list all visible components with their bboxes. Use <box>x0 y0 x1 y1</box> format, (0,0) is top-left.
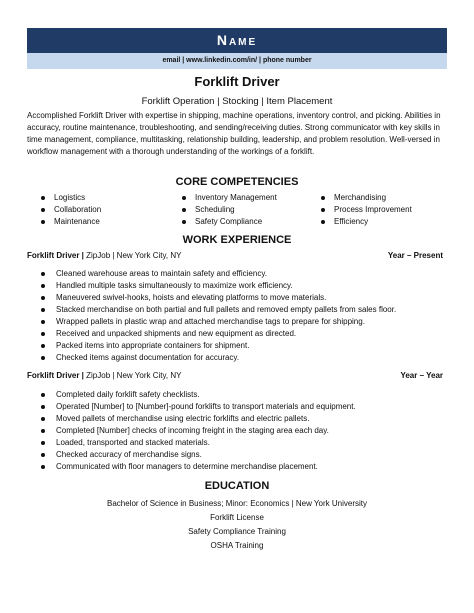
education-certification: Forklift License <box>210 513 264 522</box>
competencies-column-3 <box>320 192 412 228</box>
candidate-name: Name <box>216 32 258 48</box>
job-title-line <box>27 250 181 262</box>
education-certification: Safety Compliance Training <box>188 527 286 536</box>
education-list <box>27 497 447 553</box>
competency-item: Efficiency <box>320 216 412 228</box>
list-item: Moved pallets of merchandise using electric forklifts and electric pallets. <box>40 413 440 425</box>
list-item: Loaded, transported and stacked materials. <box>40 437 440 449</box>
list-item: Packed items into appropriate containers for shipment. <box>40 340 440 352</box>
competency-item: Safety Compliance <box>181 216 277 228</box>
list-item: Checked items against documentation for accuracy. <box>40 352 440 364</box>
list-item: Handled multiple tasks simultaneously to maximize work efficiency. <box>40 280 440 292</box>
education-degree: Bachelor of Science in Business; Minor: Economics | New York University <box>107 499 367 508</box>
education-certification: OSHA Training <box>210 541 264 550</box>
job-bullets <box>40 268 440 364</box>
job-title: Forklift Driver | <box>27 251 84 260</box>
professional-summary: Accomplished Forklift Driver with expertise in shipping, machine operations, inventory control, and picking. Abilities in accuracy, routine maintenance, troubleshooting, and sending/receiving duties. Strong communicator with key skills in time management, compliance, multitasking, relationship building, leadership, and problem resolution. Well-versed in workflow management with a thorough understanding of the workings of a forklift. <box>27 111 441 156</box>
competencies-heading: CORE COMPETENCIES <box>175 176 299 188</box>
list-item: Checked accuracy of merchandise signs. <box>40 449 440 461</box>
job-header <box>27 250 447 262</box>
list-item: Communicated with floor managers to determine merchandise placement. <box>40 461 440 473</box>
experience-heading: WORK EXPERIENCE <box>182 234 292 246</box>
job-bullets <box>40 389 440 473</box>
list-item: Completed daily forklift safety checklists. <box>40 389 440 401</box>
competencies-column-2 <box>181 192 277 228</box>
competency-item: Collaboration <box>40 204 101 216</box>
competency-item: Scheduling <box>181 204 277 216</box>
resume-subtitle: Forklift Operation | Stocking | Item Placement <box>141 96 333 107</box>
list-item: Maneuvered swivel-hooks, hoists and elevating platforms to move materials. <box>40 292 440 304</box>
job-header <box>27 370 447 382</box>
list-item: Cleaned warehouse areas to maintain safety and efficiency. <box>40 268 440 280</box>
competency-item: Process Improvement <box>320 204 412 216</box>
list-item: Stacked merchandise on both partial and full pallets and removed empty pallets from sales floor. <box>40 304 440 316</box>
job-title: Forklift Driver | <box>27 371 84 380</box>
resume-title: Forklift Driver <box>194 74 280 89</box>
job-dates: Year – Present <box>387 251 443 260</box>
list-item: Operated [Number] to [Number]-pound forklifts to transport materials and equipment. <box>40 401 440 413</box>
education-heading: EDUCATION <box>204 480 270 492</box>
competency-item: Logistics <box>40 192 101 204</box>
job-details: ZipJob | New York City, NY <box>83 251 182 260</box>
competencies-column-1 <box>40 192 101 228</box>
list-item: Completed [Number] checks of incoming freight in the staging area each day. <box>40 425 440 437</box>
job-details: ZipJob | New York City, NY <box>83 371 182 380</box>
competency-item: Merchandising <box>320 192 412 204</box>
name-banner <box>27 28 447 53</box>
contact-bar <box>27 53 447 69</box>
job-title-line <box>27 370 181 382</box>
list-item: Wrapped pallets in plastic wrap and attached merchandise tags to prepare for shipping. <box>40 316 440 328</box>
competency-item: Inventory Management <box>181 192 277 204</box>
competency-item: Maintenance <box>40 216 101 228</box>
contact-info: email | www.linkedin.com/in/ | phone number <box>162 57 312 64</box>
job-dates: Year – Year <box>400 371 443 380</box>
list-item: Received and unpacked shipments and new equipment as directed. <box>40 328 440 340</box>
